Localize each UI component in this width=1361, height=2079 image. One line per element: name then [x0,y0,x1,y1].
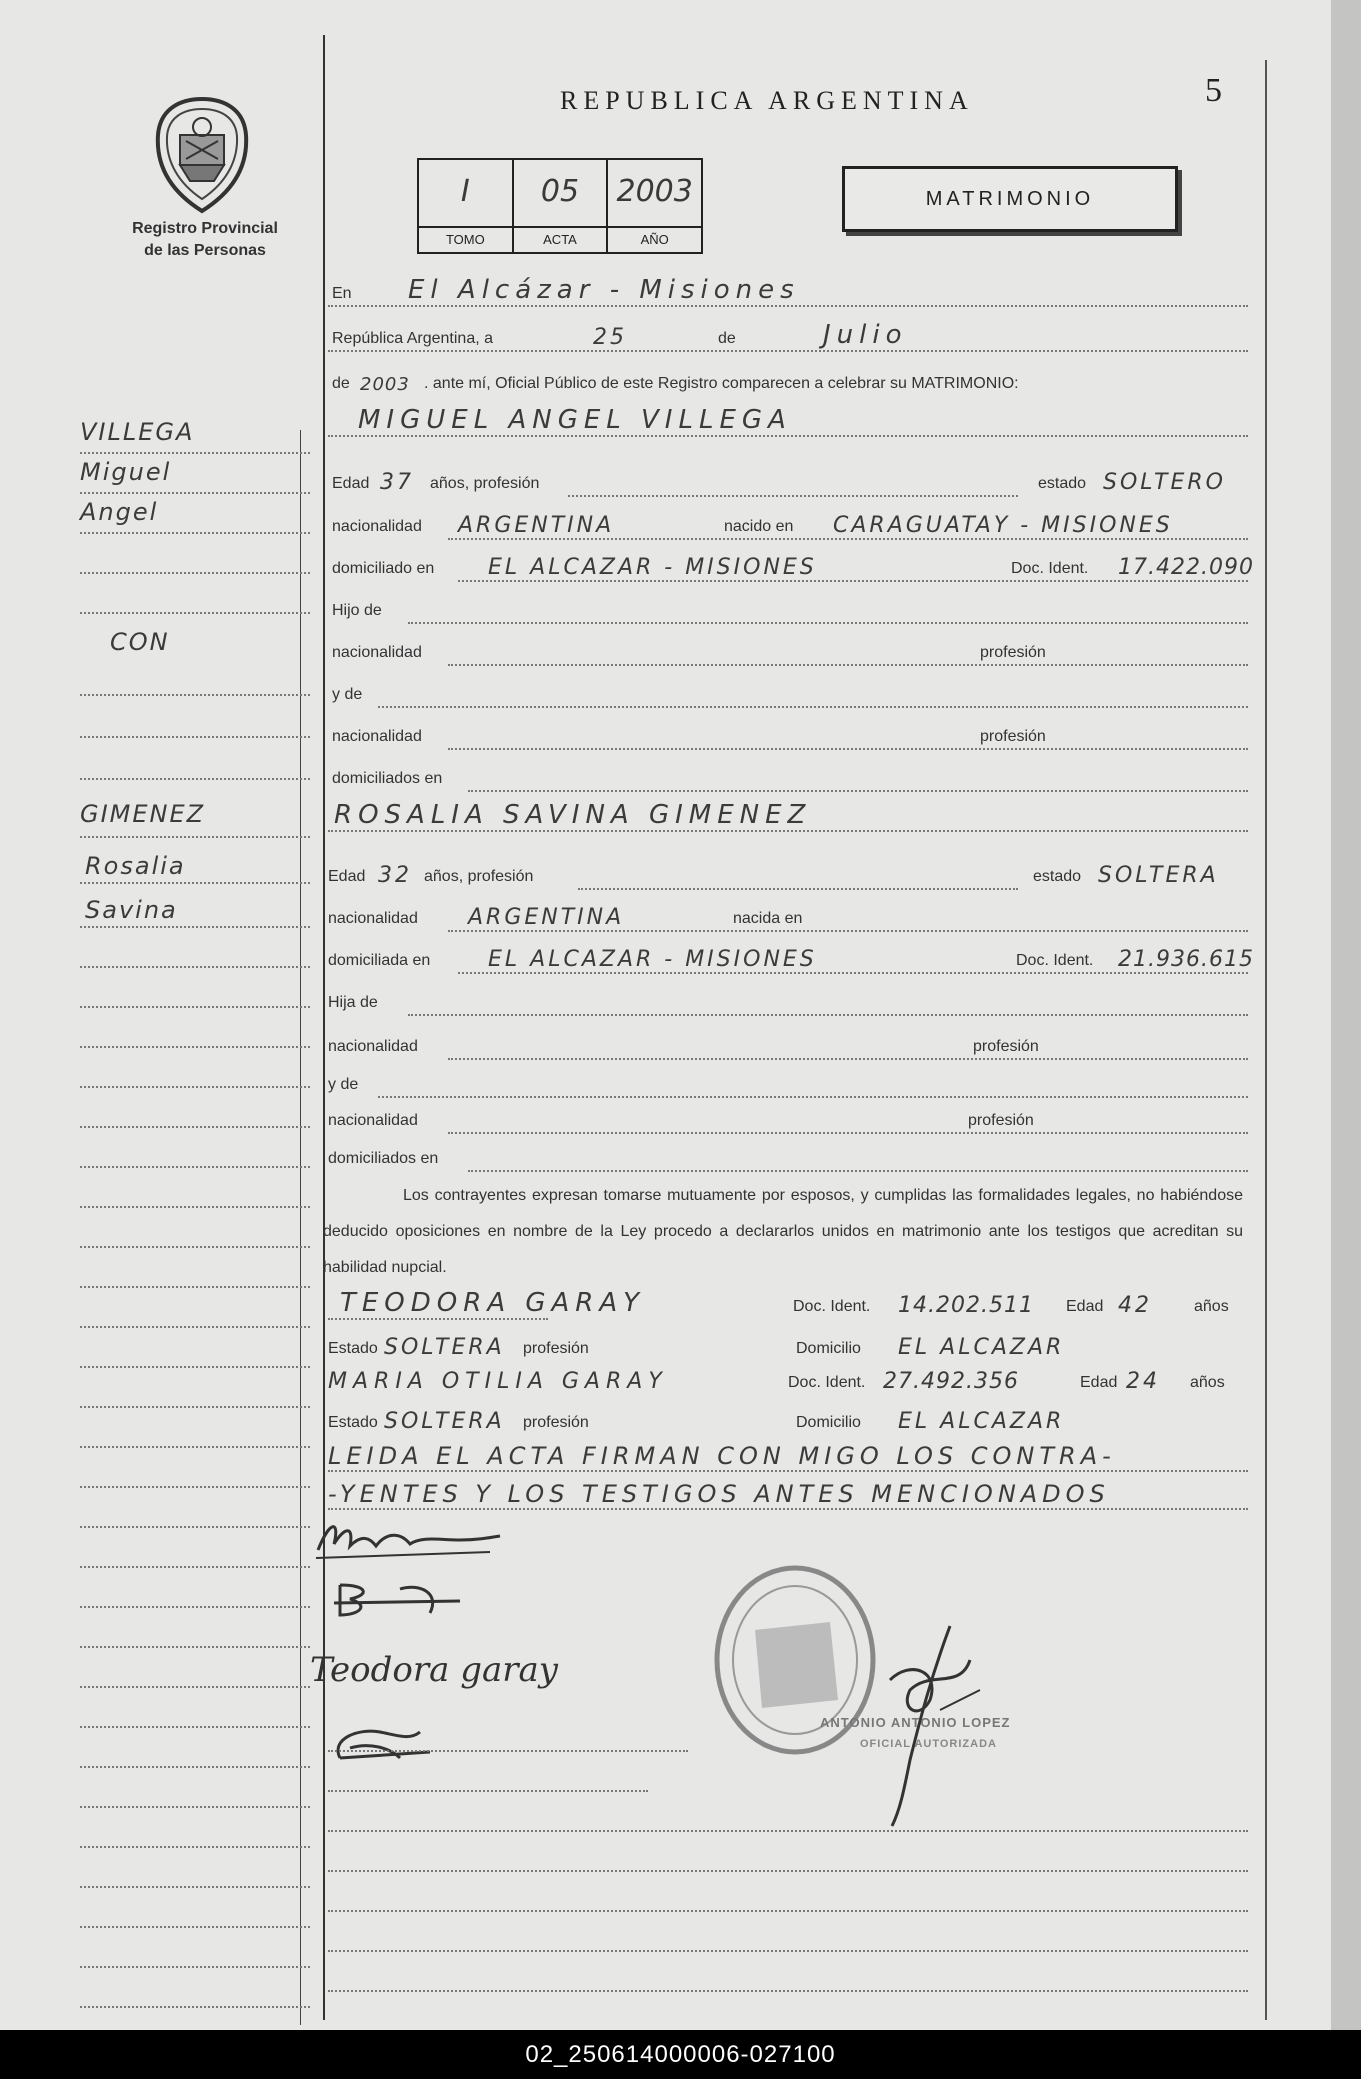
statement-line [328,365,1248,399]
bride-domicile-line [328,942,1254,976]
groom-nac1-label: nacionalidad [332,644,422,661]
witness1-signature: Teodora garay [310,1650,558,1690]
body-ruled-line [328,1800,1248,1834]
margin-line [80,1010,310,1048]
registry-emblem-icon [150,95,255,215]
bride-doc: 21.936.615 [1118,947,1254,972]
anio-label: AÑO [608,226,701,252]
de2-label: de [332,375,350,392]
margin-line [80,1090,310,1128]
groom-estado-label: estado [1038,475,1087,492]
registry-line-1: Registro Provincial [132,220,278,237]
ceremony-year: 2003 [360,374,410,395]
bride-mother-line [328,1066,1248,1100]
margin-line [80,456,310,494]
groom-domicilio: EL ALCAZAR - MISIONES [488,555,817,580]
margin-line [80,1130,310,1168]
margin-line [80,700,310,738]
witness2-profesion-label: profesión [523,1414,589,1431]
anio-value: 2003 [616,174,693,209]
bride-prof1-label: profesión [973,1038,1039,1055]
bride-age-line [328,858,1248,892]
margin-line [80,1370,310,1408]
witness1-domicilio-label: Domicilio [796,1340,861,1357]
margin-line [80,496,310,534]
margin-line [80,1170,310,1208]
margin-line [80,576,310,614]
declaration-paragraph: Los contrayentes expresan tomarse mutuamente por esposos, y cumplidas las formalidades legales, no habiéndose deducido oposiciones en nombre de la Ley procedo a declararlos unidos en matrimonio ante los testigos que acreditan su habilidad nupcial. [323,1187,1243,1276]
acta-cell [514,160,609,252]
margin-bride-surname: GIMENEZ [80,800,206,828]
margin-bride-name2: Savina [85,896,178,924]
groom-doc: 17.422.090 [1118,555,1254,580]
body-ruled-line [328,1880,1248,1914]
bride-doc-label: Doc. Ident. [1016,952,1094,969]
witness1-estado-label: Estado [328,1340,378,1357]
de-label: de [718,330,736,347]
witness2-name-line [328,1364,1248,1398]
groom-prof1-label: profesión [980,644,1046,661]
body-ruled-line [328,1760,1248,1794]
bride-y-de-label: y de [328,1076,359,1093]
margin-line [80,416,310,454]
margin-line [80,846,310,884]
scan-identifier: 02_250614000006-027100 [0,2030,1361,2079]
groom-name-line [328,405,1248,439]
anio-cell [608,160,701,252]
bride-full-name: ROSALIA SAVINA GIMENEZ [334,800,812,830]
bride-name-line [328,800,1248,834]
bride-domiciliados-label: domiciliados en [328,1150,439,1167]
margin-line [80,1290,310,1328]
page-edge [1331,0,1361,2030]
tomo-cell [419,160,514,252]
groom-nacido-label: nacido en [724,518,794,535]
groom-full-name: MIGUEL ANGEL VILLEGA [358,405,792,435]
groom-estado: SOLTERO [1103,470,1226,495]
margin-line [80,536,310,574]
margin-line [80,1530,310,1568]
margin-line [80,970,310,1008]
witness2-edad-label: Edad [1080,1374,1118,1391]
bride-signature-icon [330,1575,470,1625]
opening-statement: . ante mí, Oficial Público de este Registro comparecen a celebrar su MATRIMONIO: [424,375,1019,392]
margin-groom-name2: Angel [80,498,159,526]
right-border-line [1265,60,1267,2020]
bride-father-line [328,984,1248,1018]
margin-line [80,1610,310,1648]
bride-nac2-label: nacionalidad [328,1112,418,1129]
witness1-doc-label: Doc. Ident. [793,1298,871,1315]
bride-domicilio-label: domiciliada en [328,952,431,969]
margin-con: CON [110,628,170,656]
witness2-anios-label: años [1190,1374,1225,1391]
acta-value: 05 [540,174,580,209]
tomo-label: TOMO [419,226,512,252]
margin-line [80,1410,310,1448]
bride-nationality-line [328,900,1248,934]
groom-age: 37 [380,470,414,495]
margin-groom-surname: VILLEGA [80,418,195,446]
groom-doc-label: Doc. Ident. [1011,560,1089,577]
stamp-officer-name: ANTONIO ANTONIO LOPEZ [820,1715,1011,1730]
page-number: 5 [1205,72,1222,109]
acta-label: ACTA [514,226,607,252]
margin-line [80,1810,310,1848]
bride-nacionalidad-label: nacionalidad [328,910,418,927]
groom-birthplace: CARAGUATAY - MISIONES [833,513,1173,538]
margin-line [80,1330,310,1368]
margin-line [80,890,310,928]
margin-line [80,1970,310,2008]
bride-edad-label: Edad [328,868,366,885]
ceremony-day: 25 [593,325,627,350]
witness2-age: 24 [1126,1369,1160,1394]
groom-nationality-line [328,508,1248,542]
witness1-anios-label: años [1194,1298,1229,1315]
margin-line [80,1770,310,1808]
witness2-estado-label: Estado [328,1414,378,1431]
witness1-doc: 14.202.511 [898,1293,1034,1318]
ceremony-month: Julio [823,320,908,350]
witness2-name: MARIA OTILIA GARAY [328,1369,668,1394]
groom-domiciliados-label: domiciliados en [332,770,443,787]
groom-y-de-label: y de [332,686,363,703]
groom-nacionalidad-label: nacionalidad [332,518,422,535]
body-ruled-line [328,1840,1248,1874]
margin-bride-name1: Rosalia [85,852,186,880]
body-ruled-line [328,1720,1248,1754]
margin-line [80,1490,310,1528]
witness2-status-line [328,1404,1248,1438]
margin-line [80,1450,310,1488]
witness1-edad-label: Edad [1066,1298,1104,1315]
record-reference-box [417,158,703,254]
groom-age-line [328,465,1248,499]
closing-line-1 [328,1440,1248,1474]
groom-prof2-label: profesión [980,728,1046,745]
tomo-value: I [460,174,470,209]
witness2-doc: 27.492.356 [883,1369,1019,1394]
bride-nac1-label: nacionalidad [328,1038,418,1055]
place-line [328,275,1248,309]
closing-line-2 [328,1478,1248,1512]
witness1-status-line [328,1330,1248,1364]
margin-line [80,1690,310,1728]
groom-nacionalidad: ARGENTINA [458,513,615,538]
ceremony-place: El Alcázar - Misiones [408,275,800,305]
body-ruled-line [328,1920,1248,1954]
en-label: En [332,285,352,302]
date-line [328,320,1248,354]
bride-prof2-label: profesión [968,1112,1034,1129]
closing-text-2: -YENTES Y LOS TESTIGOS ANTES MENCIONADOS [328,1480,1110,1508]
witness1-estado: SOLTERA [384,1335,505,1360]
witness1-age: 42 [1118,1293,1152,1318]
bride-age: 32 [378,863,412,888]
margin-line [80,800,310,838]
bride-nacida-label: nacida en [733,910,803,927]
margin-line [80,1210,310,1248]
bride-mother-nationality-line [328,1102,1248,1136]
bride-nacionalidad: ARGENTINA [468,905,625,930]
bride-estado-label: estado [1033,868,1082,885]
bride-profesion-label: años, profesión [424,868,534,885]
witness1-name: TEODORA GARAY [340,1288,646,1318]
witness1-name-line [328,1288,1248,1322]
groom-mother-line [328,676,1248,710]
margin-groom-name1: Miguel [80,458,172,486]
stamp-officer-title: OFICIAL AUTORIZADA [860,1738,997,1750]
groom-domicile-line [328,550,1254,584]
document-type-title: MATRIMONIO [842,166,1178,232]
groom-signature-icon [310,1510,510,1570]
body-ruled-line [328,1960,1248,1994]
closing-text-1: LEIDA EL ACTA FIRMAN CON MIGO LOS CONTRA- [328,1442,1116,1470]
witness1-domicilio: EL ALCAZAR [898,1335,1065,1360]
margin-line [80,1930,310,1968]
groom-nac2-label: nacionalidad [332,728,422,745]
bride-parents-domicile-line [328,1140,1248,1174]
bride-estado: SOLTERA [1098,863,1219,888]
groom-mother-nationality-line [328,718,1248,752]
hijo-label: Hijo de [332,602,382,619]
groom-father-nationality-line [328,634,1248,668]
margin-line [80,1730,310,1768]
country-heading: REPUBLICA ARGENTINA [560,86,974,115]
margin-line [80,742,310,780]
groom-profesion-label: años, profesión [430,475,540,492]
groom-domicilio-label: domiciliado en [332,560,435,577]
registry-name [100,218,310,262]
bride-father-nationality-line [328,1028,1248,1062]
registry-line-2: de las Personas [144,242,266,259]
margin-line [80,1650,310,1688]
witness2-domicilio-label: Domicilio [796,1414,861,1431]
witness2-estado: SOLTERA [384,1409,505,1434]
witness2-doc-label: Doc. Ident. [788,1374,866,1391]
witness2-domicilio: EL ALCAZAR [898,1409,1065,1434]
witness1-profesion-label: profesión [523,1340,589,1357]
margin-line [80,1890,310,1928]
margin-line [80,1570,310,1608]
groom-parents-domicile-line [328,760,1248,794]
margin-line [80,1850,310,1888]
margin-line [80,1250,310,1288]
groom-edad-label: Edad [332,475,370,492]
margin-line [80,930,310,968]
groom-father-line [328,592,1248,626]
bride-domicilio: EL ALCAZAR - MISIONES [488,947,817,972]
margin-line [80,1050,310,1088]
hija-label: Hija de [328,994,378,1011]
republica-label: República Argentina, a [332,330,493,347]
margin-line [80,658,310,696]
